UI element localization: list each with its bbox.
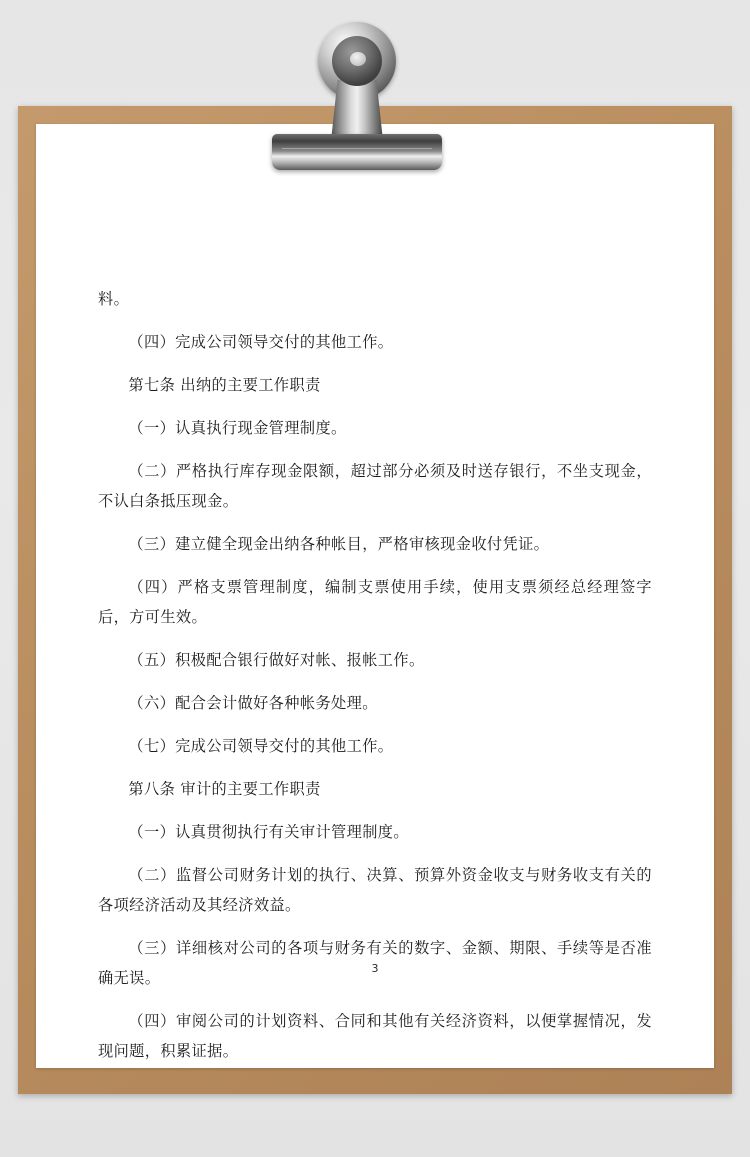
document-paragraph: （五）积极配合银行做好对帐、报帐工作。 — [128, 651, 425, 669]
document-paragraph: （一）认真执行现金管理制度。 — [128, 419, 347, 437]
clip-hole-icon — [350, 52, 366, 66]
document-paragraph: 第七条 出纳的主要工作职责 — [128, 376, 321, 394]
clip-bar-icon — [272, 134, 442, 170]
page-number: 3 — [371, 962, 379, 975]
paper-sheet — [36, 124, 714, 1068]
document-paragraph: （二）监督公司财务计划的执行、决算、预算外资金收支与财务收支有关的各项经济活动及其经济效益。 — [98, 866, 652, 914]
clipboard-board — [18, 106, 732, 1094]
document-paragraph: 第八条 审计的主要工作职责 — [128, 780, 321, 798]
clip-bar-highlight — [282, 148, 432, 149]
document-paragraph: （一）认真贯彻执行有关审计管理制度。 — [128, 823, 409, 841]
document-paragraph: （二）严格执行库存现金限额，超过部分必须及时送存银行，不坐支现金，不认白条抵压现金。 — [98, 462, 652, 510]
document-paragraph: 料。 — [98, 290, 130, 308]
document-paragraph: （七）完成公司领导交付的其他工作。 — [128, 737, 394, 755]
document-paragraph: （四）严格支票管理制度，编制支票使用手续，使用支票须经总经理签字后，方可生效。 — [98, 578, 652, 626]
document-body — [36, 124, 714, 1068]
document-paragraph: （四）完成公司领导交付的其他工作。 — [128, 333, 394, 351]
document-paragraph: （四）审阅公司的计划资料、合同和其他有关经济资料，以便掌握情况，发现问题，积累证据。 — [98, 1012, 652, 1060]
document-paragraph: （三）详细核对公司的各项与财务有关的数字、金额、期限、手续等是否准确无误。 — [98, 939, 652, 987]
document-paragraph: （三）建立健全现金出纳各种帐目，严格审核现金收付凭证。 — [128, 535, 550, 553]
clipboard-clip[interactable] — [272, 22, 442, 170]
document-paragraph: （六）配合会计做好各种帐务处理。 — [128, 694, 378, 712]
